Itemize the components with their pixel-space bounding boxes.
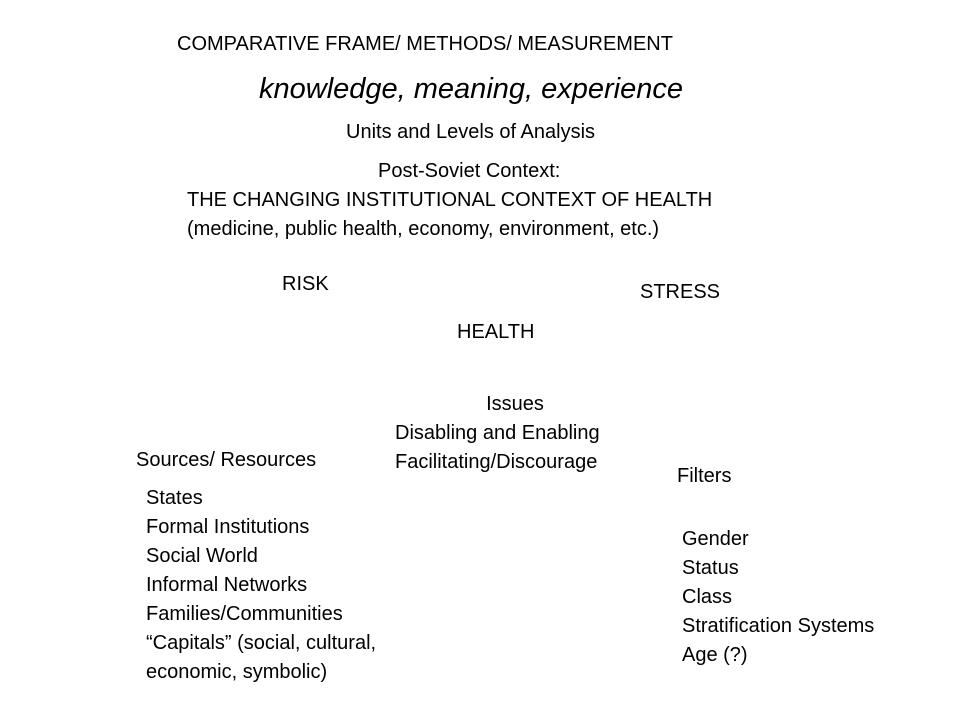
sources-item: “Capitals” (social, cultural, <box>146 632 377 654</box>
sources-item: economic, symbolic) <box>146 661 328 683</box>
filters-item: Class <box>682 586 733 608</box>
filters-item: Status <box>682 557 739 579</box>
sources-item: Formal Institutions <box>146 516 310 538</box>
filters-list <box>682 525 874 670</box>
sources-list <box>146 484 376 687</box>
issues-line-2: Facilitating/Discourage <box>395 451 598 473</box>
sources-item: States <box>146 487 203 509</box>
issues-heading: Issues <box>486 393 544 415</box>
context-line-2: (medicine, public health, economy, environment, etc.) <box>187 218 660 240</box>
filters-item: Gender <box>682 528 749 550</box>
sources-item: Informal Networks <box>146 574 308 596</box>
stress-label: STRESS <box>640 281 721 303</box>
filters-heading: Filters <box>677 465 732 487</box>
sources-heading: Sources/ Resources <box>136 449 317 471</box>
filters-item: Age (?) <box>682 644 748 666</box>
context-line-1: THE CHANGING INSTITUTIONAL CONTEXT OF HEALTH <box>187 189 713 211</box>
page-title: COMPARATIVE FRAME/ METHODS/ MEASUREMENT <box>177 33 673 55</box>
issues-line-1: Disabling and Enabling <box>395 422 600 444</box>
units-levels-label: Units and Levels of Analysis <box>346 121 596 143</box>
sources-item: Families/Communities <box>146 603 343 625</box>
health-label: HEALTH <box>457 321 535 343</box>
risk-label: RISK <box>282 273 329 295</box>
page-subtitle: knowledge, meaning, experience <box>259 73 683 105</box>
sources-item: Social World <box>146 545 258 567</box>
filters-item: Stratification Systems <box>682 615 875 637</box>
context-heading: Post-Soviet Context: <box>378 160 561 182</box>
